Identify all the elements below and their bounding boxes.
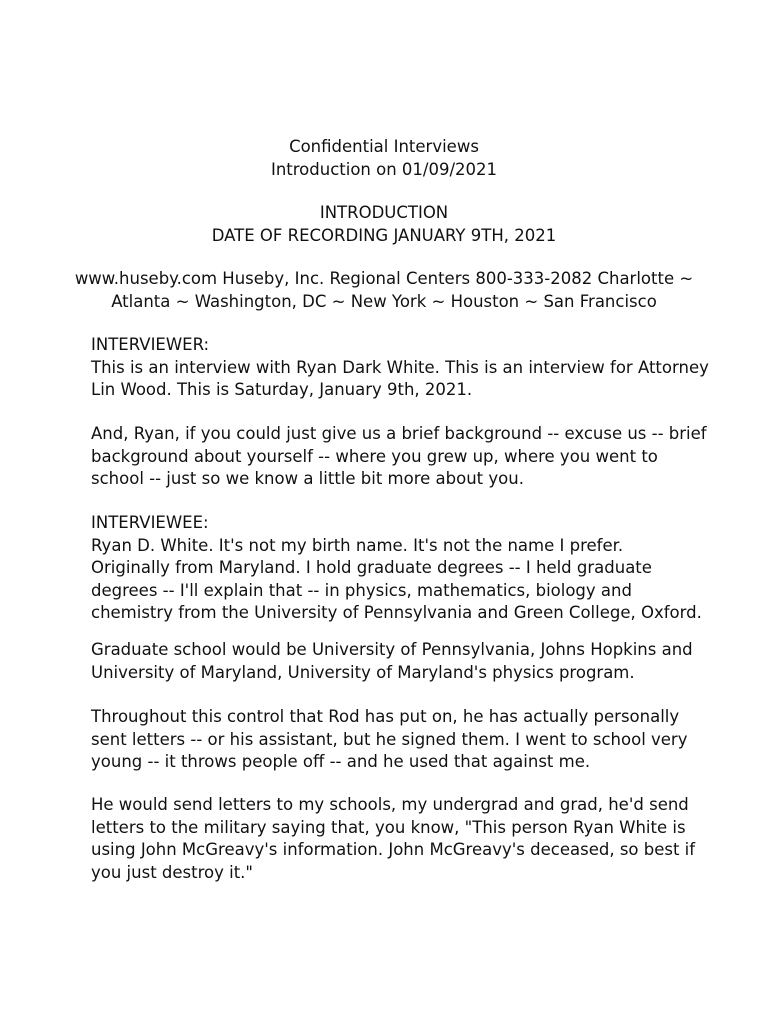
paragraph-line: This is an interview with Ryan Dark White. This is an interview for Attorney bbox=[91, 357, 709, 377]
paragraph-line: school -- just so we know a little bit more about you. bbox=[91, 469, 524, 488]
document-title bbox=[60, 136, 708, 181]
paragraph-line: chemistry from the University of Pennsylvania and Green College, Oxford. bbox=[91, 603, 702, 622]
huseby-line-2: Atlanta ~ Washington, DC ~ New York ~ Houston ~ San Francisco bbox=[111, 291, 657, 311]
paragraph-line: Originally from Maryland. I hold graduate degrees -- I held graduate bbox=[91, 558, 652, 577]
paragraph-line: He would send letters to my schools, my undergrad and grad, he'd send bbox=[91, 795, 689, 814]
interviewee-paragraph-2 bbox=[91, 639, 691, 684]
subtitle-line: Introduction on 01/09/2021 bbox=[270, 159, 498, 179]
paragraph-line: And, Ryan, if you could just give us a brief background -- excuse us -- brief bbox=[91, 424, 707, 443]
interviewee-paragraph-3 bbox=[91, 706, 691, 774]
paragraph-line: Lin Wood. This is Saturday, January 9th, 2021. bbox=[91, 380, 473, 399]
interviewee-paragraph-1 bbox=[91, 512, 702, 625]
paragraph-line: Graduate school would be University of Pennsylvania, Johns Hopkins and bbox=[91, 640, 693, 659]
interviewee-paragraph-4 bbox=[91, 794, 696, 884]
paragraph-line: young -- it throws people off -- and he used that against me. bbox=[91, 752, 591, 771]
paragraph-line: background about yourself -- where you grew up, where you went to bbox=[91, 446, 658, 466]
interviewer-paragraph-2 bbox=[91, 423, 707, 491]
recording-date: DATE OF RECORDING JANUARY 9TH, 2021 bbox=[211, 225, 557, 245]
paragraph-line: degrees -- I'll explain that -- in physics, mathematics, biology and bbox=[91, 580, 632, 600]
title-line: Confidential Interviews bbox=[289, 137, 479, 156]
paragraph-line: you just destroy it." bbox=[91, 862, 254, 882]
introduction-heading bbox=[60, 202, 708, 247]
paragraph-line: Throughout this control that Rod has put on, he has actually personally bbox=[91, 707, 680, 726]
interviewer-paragraph-1 bbox=[91, 334, 709, 402]
introduction-label: INTRODUCTION bbox=[319, 203, 449, 222]
paragraph-line: University of Maryland, University of Maryland's physics program. bbox=[91, 662, 635, 682]
paragraph-line: Ryan D. White. It's not my birth name. It's not the name I prefer. bbox=[91, 535, 624, 555]
paragraph-line: sent letters -- or his assistant, but he signed them. I went to school very bbox=[91, 729, 688, 749]
paragraph-line: using John McGreavy's information. John McGreavy's deceased, so best if bbox=[91, 840, 696, 859]
huseby-line-1: www.huseby.com Huseby, Inc. Regional Centers 800-333-2082 Charlotte ~ bbox=[74, 269, 694, 288]
huseby-contact-block bbox=[60, 268, 708, 313]
speaker-label: INTERVIEWER: bbox=[91, 335, 210, 354]
paragraph-line: letters to the military saying that, you know, "This person Ryan White is bbox=[91, 817, 686, 837]
speaker-label: INTERVIEWEE: bbox=[91, 513, 209, 532]
